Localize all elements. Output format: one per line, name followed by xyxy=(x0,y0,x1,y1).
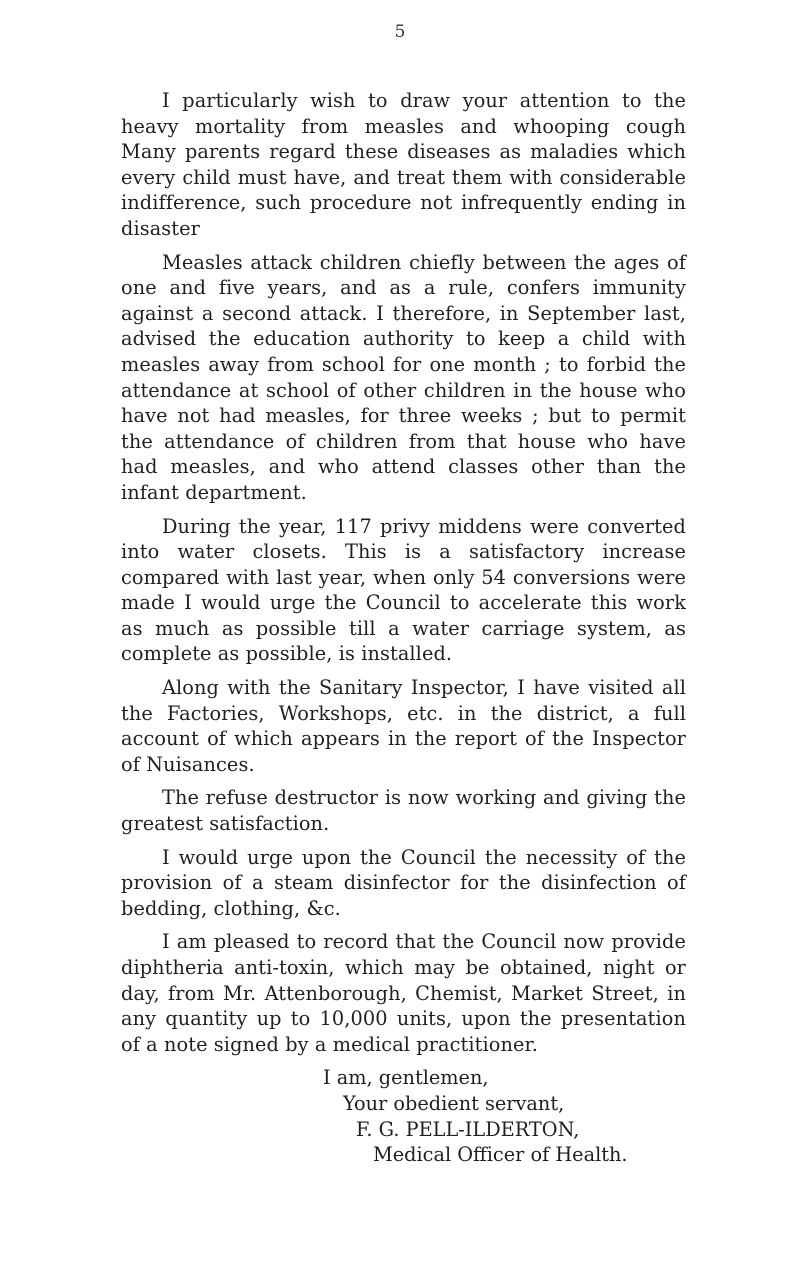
paragraph-anti-toxin: I am pleased to record that the Council now provide diphtheria anti-toxin, which may be obtained, night or day, from Mr. Attenborough, Chemist, Market Street, in any quantity up to 10,000 units, upon the presentation of a note signed by a medical practitioner. xyxy=(121,930,686,1056)
paragraph-privy-middens: During the year, 117 privy middens were converted into water closets. This is a satisfactory increase compared with last year, when only 54 conversions were made I would urge the Council to accelerate this work as much as possible till a water carriage system, as complete as possible, is installed. xyxy=(121,514,686,666)
paragraph-refuse-destructor: The refuse destructor is now working and giving the greatest satisfaction. xyxy=(121,786,686,836)
salutation: I am, gentlemen, xyxy=(323,1066,489,1090)
paragraph-measles: Measles attack children chiefly between the ages of one and five years, and as a rule, confers immunity against a second attack. I therefore, in September last, advised the education authority to keep a child with measles away from school for one month ; to forbid the attendance at school of other children in the house who have not had measles, for three weeks ; but to permit the attendance of children from that house who have had measles, and who attend classes other than the infant department. xyxy=(121,250,686,504)
paragraph-factories: Along with the Sanitary Inspector, I have visited all the Factories, Workshops, etc. in the district, a full account of which appears in the report of the Inspector of Nuisances. xyxy=(121,676,686,776)
signature: F. G. PELL-ILDERTON, xyxy=(356,1117,580,1141)
report-body xyxy=(121,88,686,1168)
letter-closing xyxy=(121,1065,686,1167)
page-number: 5 xyxy=(394,22,406,42)
paragraph-steam-disinfector: I would urge upon the Council the necessity of the provision of a steam disinfector for the disinfection of bedding, clothing, &c. xyxy=(121,845,686,920)
paragraph-mortality: I particularly wish to draw your attention to the heavy mortality from measles and whooping cough Many parents regard these diseases as maladies which every child must have, and treat them with considerable indifference, such procedure not infrequently ending in disaster xyxy=(121,89,686,240)
signatory-title: Medical Officer of Health. xyxy=(373,1143,628,1167)
valediction: Your obedient servant, xyxy=(343,1091,565,1115)
